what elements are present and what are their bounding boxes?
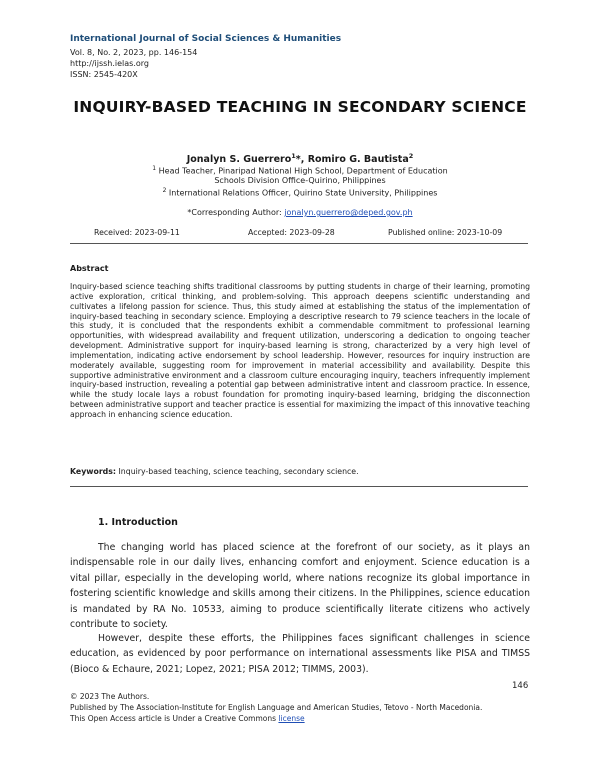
volume-info: Vol. 8, No. 2, 2023, pp. 146-154 — [70, 48, 198, 57]
corresponding-email-link[interactable]: jonalyn.guerrero@deped.gov.ph — [284, 208, 413, 217]
author-line — [60, 152, 540, 165]
affiliation-2 — [60, 187, 540, 198]
author-1: Jonalyn S. Guerrero — [186, 154, 292, 166]
affiliation-2-sup: 2 — [162, 187, 167, 194]
keywords-label: Keywords: — [70, 467, 117, 476]
author-2: Romiro G. Bautista — [307, 154, 409, 166]
keywords-text: Inquiry-based teaching, science teaching, secondary science. — [116, 467, 359, 476]
footer-copyright: © 2023 The Authors. — [70, 692, 150, 701]
affiliation-1-sup: 1 — [152, 165, 157, 172]
footer-license-text: This Open Access article is Under a Creative Commons — [70, 714, 279, 723]
journal-url: http://ijssh.ielas.org — [70, 59, 150, 68]
author-1-sup: 1 — [291, 152, 296, 160]
abstract-text: Inquiry-based science teaching shifts traditional classrooms by putting students in charge of their learning, promoting active exploration, critical thinking, and problem-solving. This approach deepens scientific understanding and cultivates a lifelong passion for science. Thus, this study aimed at establishing the status of the implementation of inquiry-based teaching in secondary science. Employing a descriptive research to 79 science teachers in the locale of this study, it is concluded that the respondents exhibit a commendable commitment to professional learning opportunities, with widespread availability and frequent utilization, underscoring a dedication to ongoing teacher development. Administrative support for inquiry-based learning is strong, characterized by a very high level of implementation, indicating active endorsement by school leadership. However, resources for inquiry instruction are moderately available, suggesting room for improvement in material accessibility and availability. Despite this supportive administrative environment and a classroom culture encouraging inquiry, teachers infrequently implement inquiry-based instruction, revealing a potential gap between administrative intent and classroom practice. In essence, while the study locale lays a robust foundation for promoting inquiry-based learning, bridging the disconnection between administrative support and teacher practice is essential for maximizing the impact of this innovative teaching approach in enhancing science education. — [70, 282, 530, 419]
abstract-heading: Abstract — [70, 264, 109, 273]
corresponding-mark: *, — [295, 154, 308, 166]
published-date: Published online: 2023-10-09 — [388, 228, 503, 237]
accepted-date: Accepted: 2023-09-28 — [248, 228, 335, 237]
intro-paragraph-2: However, despite these efforts, the Philippines faces significant challenges in science education, as evidenced by poor performance on international assessments like PISA and TIMSS (Bioco & Echaure, 2021; Lopez, 2021; PISA 2012; TIMMS, 2003). — [70, 633, 530, 675]
footer-license — [70, 714, 305, 723]
affiliation-1-line2: Schools Division Office-Quirino, Philippines — [214, 176, 386, 185]
corresponding-label: *Corresponding Author: — [187, 208, 285, 217]
received-date: Received: 2023-09-11 — [94, 228, 180, 237]
issn: ISSN: 2545-420X — [70, 70, 138, 79]
page-number: 146 — [512, 681, 529, 691]
divider-top — [70, 243, 528, 244]
keywords — [70, 467, 530, 476]
section-heading-introduction: 1. Introduction — [98, 517, 178, 528]
license-link[interactable]: license — [278, 714, 305, 723]
intro-paragraph-1: The changing world has placed science at the forefront of our society, as it plays an indispensable role in our daily lives, enhancing comfort and enjoyment. Science education is a vital pillar, especially in the developing world, where nations recognize its global importance in fostering scientific knowledge and skills among their citizens. In the Philippines, science education is mandated by RA No. 10533, aiming to produce scientifically literate citizens who actively contribute to society. — [70, 542, 530, 631]
paper-title: INQUIRY-BASED TEACHING IN SECONDARY SCIENCE — [73, 98, 527, 116]
affiliation-2-line: International Relations Officer, Quirino State University, Philippines — [166, 188, 438, 198]
affiliation-1-line1: Head Teacher, Pinaripad National High School, Department of Education — [156, 166, 448, 176]
author-2-sup: 2 — [408, 152, 414, 160]
journal-title: International Journal of Social Sciences & Humanities — [70, 34, 342, 44]
footer-publisher: Published by The Association-Institute for English Language and American Studies, Tetovo - North Macedonia. — [70, 703, 483, 712]
corresponding-author — [60, 208, 540, 217]
divider-bottom — [70, 486, 528, 487]
affiliation-1 — [60, 165, 540, 176]
